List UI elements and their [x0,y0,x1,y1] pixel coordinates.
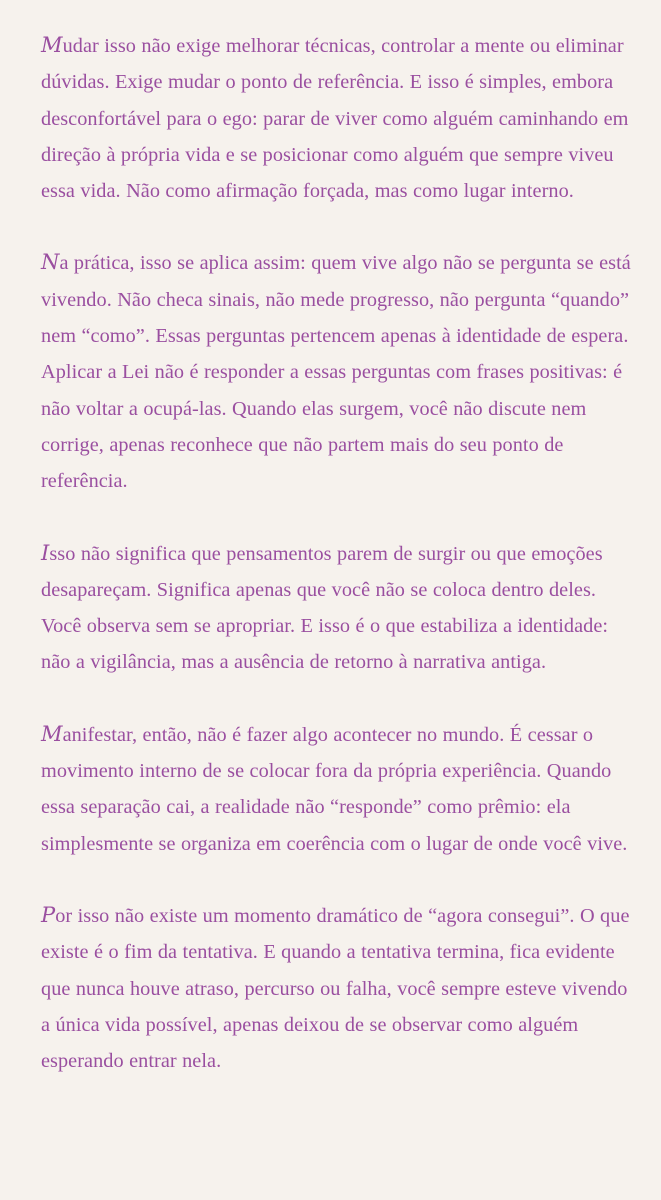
drop-cap-2: N [41,250,60,275]
drop-cap-3: I [41,540,50,565]
paragraph-5-text: or isso não existe um momento dramático de “agora consegui”. O que existe é o fim da tentativa. E quando a tentativa termina, fica evidente que nunca houve atraso, percurso ou falha, você sempre esteve vivendo a única vida possível, apenas deixou de se observar como alguém esperando entrar nela. [41,904,630,1073]
paragraph-2-text: a prática, isso se aplica assim: quem vive algo não se pergunta se está vivendo. Não checa sinais, não mede progresso, não pergunta “quando” nem “como”. Essas perguntas pertencem apenas à identidade de espera. Aplicar a Lei não é responder a essas perguntas com frases positivas: é não voltar a ocupá-las. Quando elas surgem, você não discute nem corrige, apenas reconhece que não partem mais do seu ponto de referência. [41,252,631,493]
drop-cap-4: M [41,721,63,746]
paragraph-4 [41,716,641,862]
paragraph-1 [41,27,641,209]
paragraph-5 [41,897,641,1079]
drop-cap-1: M [41,33,63,57]
paragraph-4-text: anifestar, então, não é fazer algo acontecer no mundo. É cessar o movimento interno de se colocar fora da própria experiência. Quando essa separação cai, a realidade não “responde” como prêmio: ela simplesmente se organiza em coerência com o lugar de onde você vive. [41,723,628,855]
paragraph-3-text: sso não significa que pensamentos parem de surgir ou que emoções desapareçam. Significa apenas que você não se coloca dentro deles. Você observa sem se apropriar. E isso é o que estabiliza a identidade: não a vigilância, mas a ausência de retorno à narrativa antiga. [41,542,609,674]
paragraph-3 [41,535,641,681]
paragraph-2 [41,244,641,499]
paragraph-1-text: udar isso não exige melhorar técnicas, controlar a mente ou eliminar dúvidas. Exige mudar o ponto de referência. E isso é simples, embora desconfortável para o ego: parar de viver como alguém caminhando em direção à própria vida e se posicionar como alguém que sempre viveu essa vida. Não como afirmação forçada, mas como lugar interno. [41,35,629,203]
drop-cap-5: P [41,902,56,927]
